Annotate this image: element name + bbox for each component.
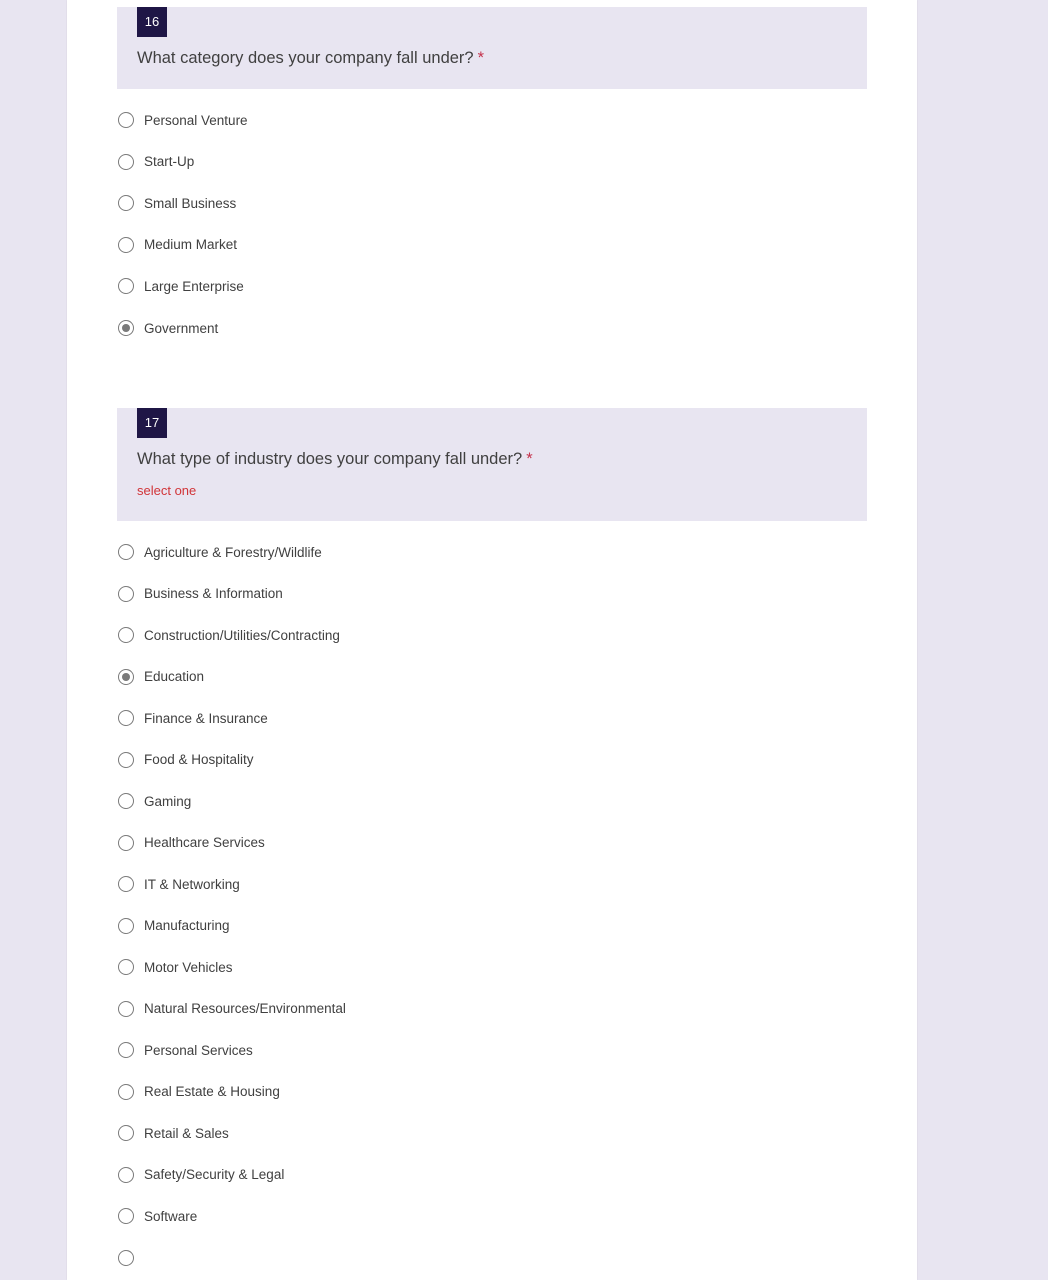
radio-unchecked-icon[interactable] <box>118 1125 134 1141</box>
radio-unchecked-icon[interactable] <box>118 1084 134 1100</box>
question-number-badge: 17 <box>137 408 167 438</box>
radio-option-label: IT & Networking <box>144 876 240 892</box>
radio-unchecked-icon[interactable] <box>118 959 134 975</box>
radio-option[interactable] <box>118 274 244 298</box>
radio-option[interactable] <box>118 623 340 647</box>
radio-option-label: Retail & Sales <box>144 1125 229 1141</box>
radio-option-label: Business & Information <box>144 586 283 601</box>
radio-checked-icon[interactable] <box>118 320 134 336</box>
radio-option[interactable] <box>118 108 248 132</box>
radio-option[interactable] <box>118 1080 280 1104</box>
question-hint: select one <box>137 483 197 498</box>
radio-option-label: Medium Market <box>144 237 238 253</box>
radio-unchecked-icon[interactable] <box>118 544 134 560</box>
radio-option-label: Large Enterprise <box>144 278 244 294</box>
radio-option-label: Natural Resources/Environmental <box>144 1001 346 1016</box>
radio-unchecked-icon[interactable] <box>118 876 134 892</box>
radio-option[interactable] <box>118 914 230 938</box>
radio-option-label: Gaming <box>144 793 192 809</box>
radio-option-label: Food & Hospitality <box>144 752 254 767</box>
radio-option-label: Healthcare Services <box>144 835 265 850</box>
radio-option-label: Finance & Insurance <box>144 710 268 726</box>
radio-unchecked-icon[interactable] <box>118 278 134 294</box>
radio-option-label: Education <box>144 669 205 684</box>
radio-option-label: Motor Vehicles <box>144 959 233 975</box>
radio-unchecked-icon[interactable] <box>118 1250 134 1266</box>
radio-unchecked-icon[interactable] <box>118 918 134 934</box>
radio-unchecked-icon[interactable] <box>118 1208 134 1224</box>
question-title <box>137 49 484 68</box>
radio-option[interactable] <box>118 1246 144 1270</box>
radio-option[interactable] <box>118 233 237 257</box>
question-title <box>137 450 533 469</box>
radio-option[interactable] <box>118 1163 284 1187</box>
question-number-badge: 16 <box>137 7 167 37</box>
radio-option[interactable] <box>118 1121 229 1145</box>
radio-option-label: Real Estate & Housing <box>144 1084 280 1099</box>
radio-option[interactable] <box>118 872 240 896</box>
radio-option-label: Safety/Security & Legal <box>144 1167 285 1182</box>
radio-unchecked-icon[interactable] <box>118 112 134 128</box>
radio-option[interactable] <box>118 540 322 564</box>
radio-option-label: Government <box>144 320 219 336</box>
radio-option[interactable] <box>118 997 346 1021</box>
question-title-text: What category does your company fall under? <box>137 49 474 67</box>
radio-unchecked-icon[interactable] <box>118 195 134 211</box>
radio-option[interactable] <box>118 789 191 813</box>
radio-option-label: Agriculture & Forestry/Wildlife <box>144 544 322 560</box>
radio-option[interactable] <box>118 316 218 340</box>
radio-option-label: Software <box>144 1208 198 1224</box>
radio-option[interactable] <box>118 1204 197 1228</box>
radio-option-label: Manufacturing <box>144 918 230 933</box>
question-17-header <box>117 408 867 521</box>
radio-unchecked-icon[interactable] <box>118 627 134 643</box>
radio-unchecked-icon[interactable] <box>118 752 134 768</box>
radio-option[interactable] <box>118 665 204 689</box>
form-card <box>67 0 917 1280</box>
radio-unchecked-icon[interactable] <box>118 793 134 809</box>
radio-option[interactable] <box>118 150 194 174</box>
radio-option-label: Small Business <box>144 195 237 211</box>
radio-unchecked-icon[interactable] <box>118 154 134 170</box>
radio-option-label: Start-Up <box>144 154 195 170</box>
radio-option-label: Personal Venture <box>144 112 248 128</box>
radio-option-label: Personal Services <box>144 1042 253 1058</box>
radio-option-label: Construction/Utilities/Contracting <box>144 627 340 643</box>
radio-unchecked-icon[interactable] <box>118 835 134 851</box>
question-title-text: What type of industry does your company fall under? <box>137 450 523 468</box>
radio-option[interactable] <box>118 706 268 730</box>
radio-option[interactable] <box>118 748 254 772</box>
radio-option[interactable] <box>118 582 283 606</box>
radio-unchecked-icon[interactable] <box>118 237 134 253</box>
radio-unchecked-icon[interactable] <box>118 1001 134 1017</box>
radio-unchecked-icon[interactable] <box>118 1042 134 1058</box>
question-16-header <box>117 7 867 89</box>
required-asterisk: * <box>526 450 533 468</box>
radio-option[interactable] <box>118 191 236 215</box>
radio-checked-icon[interactable] <box>118 669 134 685</box>
radio-option[interactable] <box>118 1038 253 1062</box>
radio-unchecked-icon[interactable] <box>118 586 134 602</box>
radio-unchecked-icon[interactable] <box>118 1167 134 1183</box>
radio-option[interactable] <box>118 955 233 979</box>
radio-option[interactable] <box>118 831 265 855</box>
required-asterisk: * <box>477 49 485 67</box>
radio-unchecked-icon[interactable] <box>118 710 134 726</box>
